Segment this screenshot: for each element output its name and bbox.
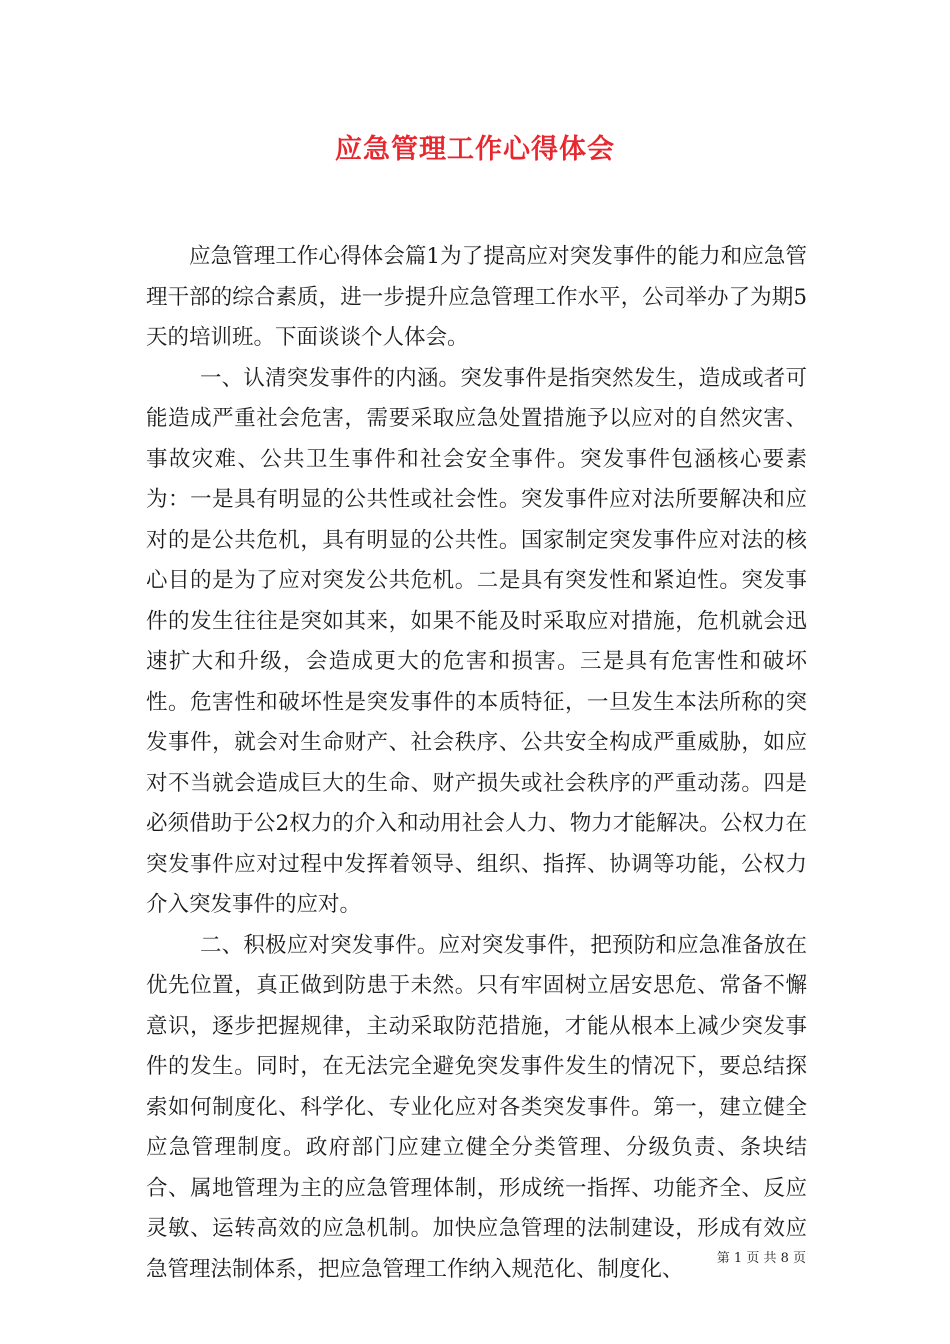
paragraph-section-2: 二、积极应对突发事件。应对突发事件，把预防和应急准备放在优先位置，真正做到防患于未然。只有牢固树立居安思危、常备不懈意识，逐步把握规律，主动采取防范措施，才能从根本上减少突发事件的发生。同时，在无法完全避免突发事件发生的情况下，要总结探索如何制度化、科学化、专业化应对各类突发事件。第一，建立健全应急管理制度。政府部门应建立健全分类管理、分级负责、条块结合、属地管理为主的应急管理体制，形成统一指挥、功能齐全、反应灵敏、运转高效的应急机制。加快应急管理的法制建设，形成有效应急管理法制体系，把应急管理工作纳入规范化、制度化、 (146, 932, 807, 1282)
paragraph-section-1: 一、认清突发事件的内涵。突发事件是指突然发生，造成或者可能造成严重社会危害，需要采取应急处置措施予以应对的自然灾害、事故灾难、公共卫生事件和社会安全事件。突发事件包涵核心要素为：一是具有明显的公共性或社会性。突发事件应对法所要解决和应对的是公共危机，具有明显的公共性。国家制定突发事件应对法的核心目的是为了应对突发公共危机。二是具有突发性和紧迫性。突发事件的发生往往是突如其来，如果不能及时采取应对措施，危机就会迅速扩大和升级，会造成更大的危害和损害。三是具有危害性和破坏性。危害性和破坏性是突发事件的本质特征，一旦发生本法所称的突发事件，就会对生命财产、社会秩序、公共安全构成严重威胁，如应对不当就会造成巨大的生命、财产损失或社会秩序的严重动荡。四是必须借助于公2权力的介入和动用社会人力、物力才能解决。公权力在突发事件应对过程中发挥着领导、组织、指挥、协调等功能，公权力介入突发事件的应对。 (146, 365, 807, 917)
document-title: 应急管理工作心得体会 (335, 134, 615, 165)
paragraph-intro: 应急管理工作心得体会篇1为了提高应对突发事件的能力和应急管理干部的综合素质，进一步提升应急管理工作水平，公司举办了为期5天的培训班。下面谈谈个人体会。 (146, 244, 807, 350)
page-number: 第 1 页 共 8 页 (716, 1251, 806, 1266)
document-body (146, 237, 807, 1290)
